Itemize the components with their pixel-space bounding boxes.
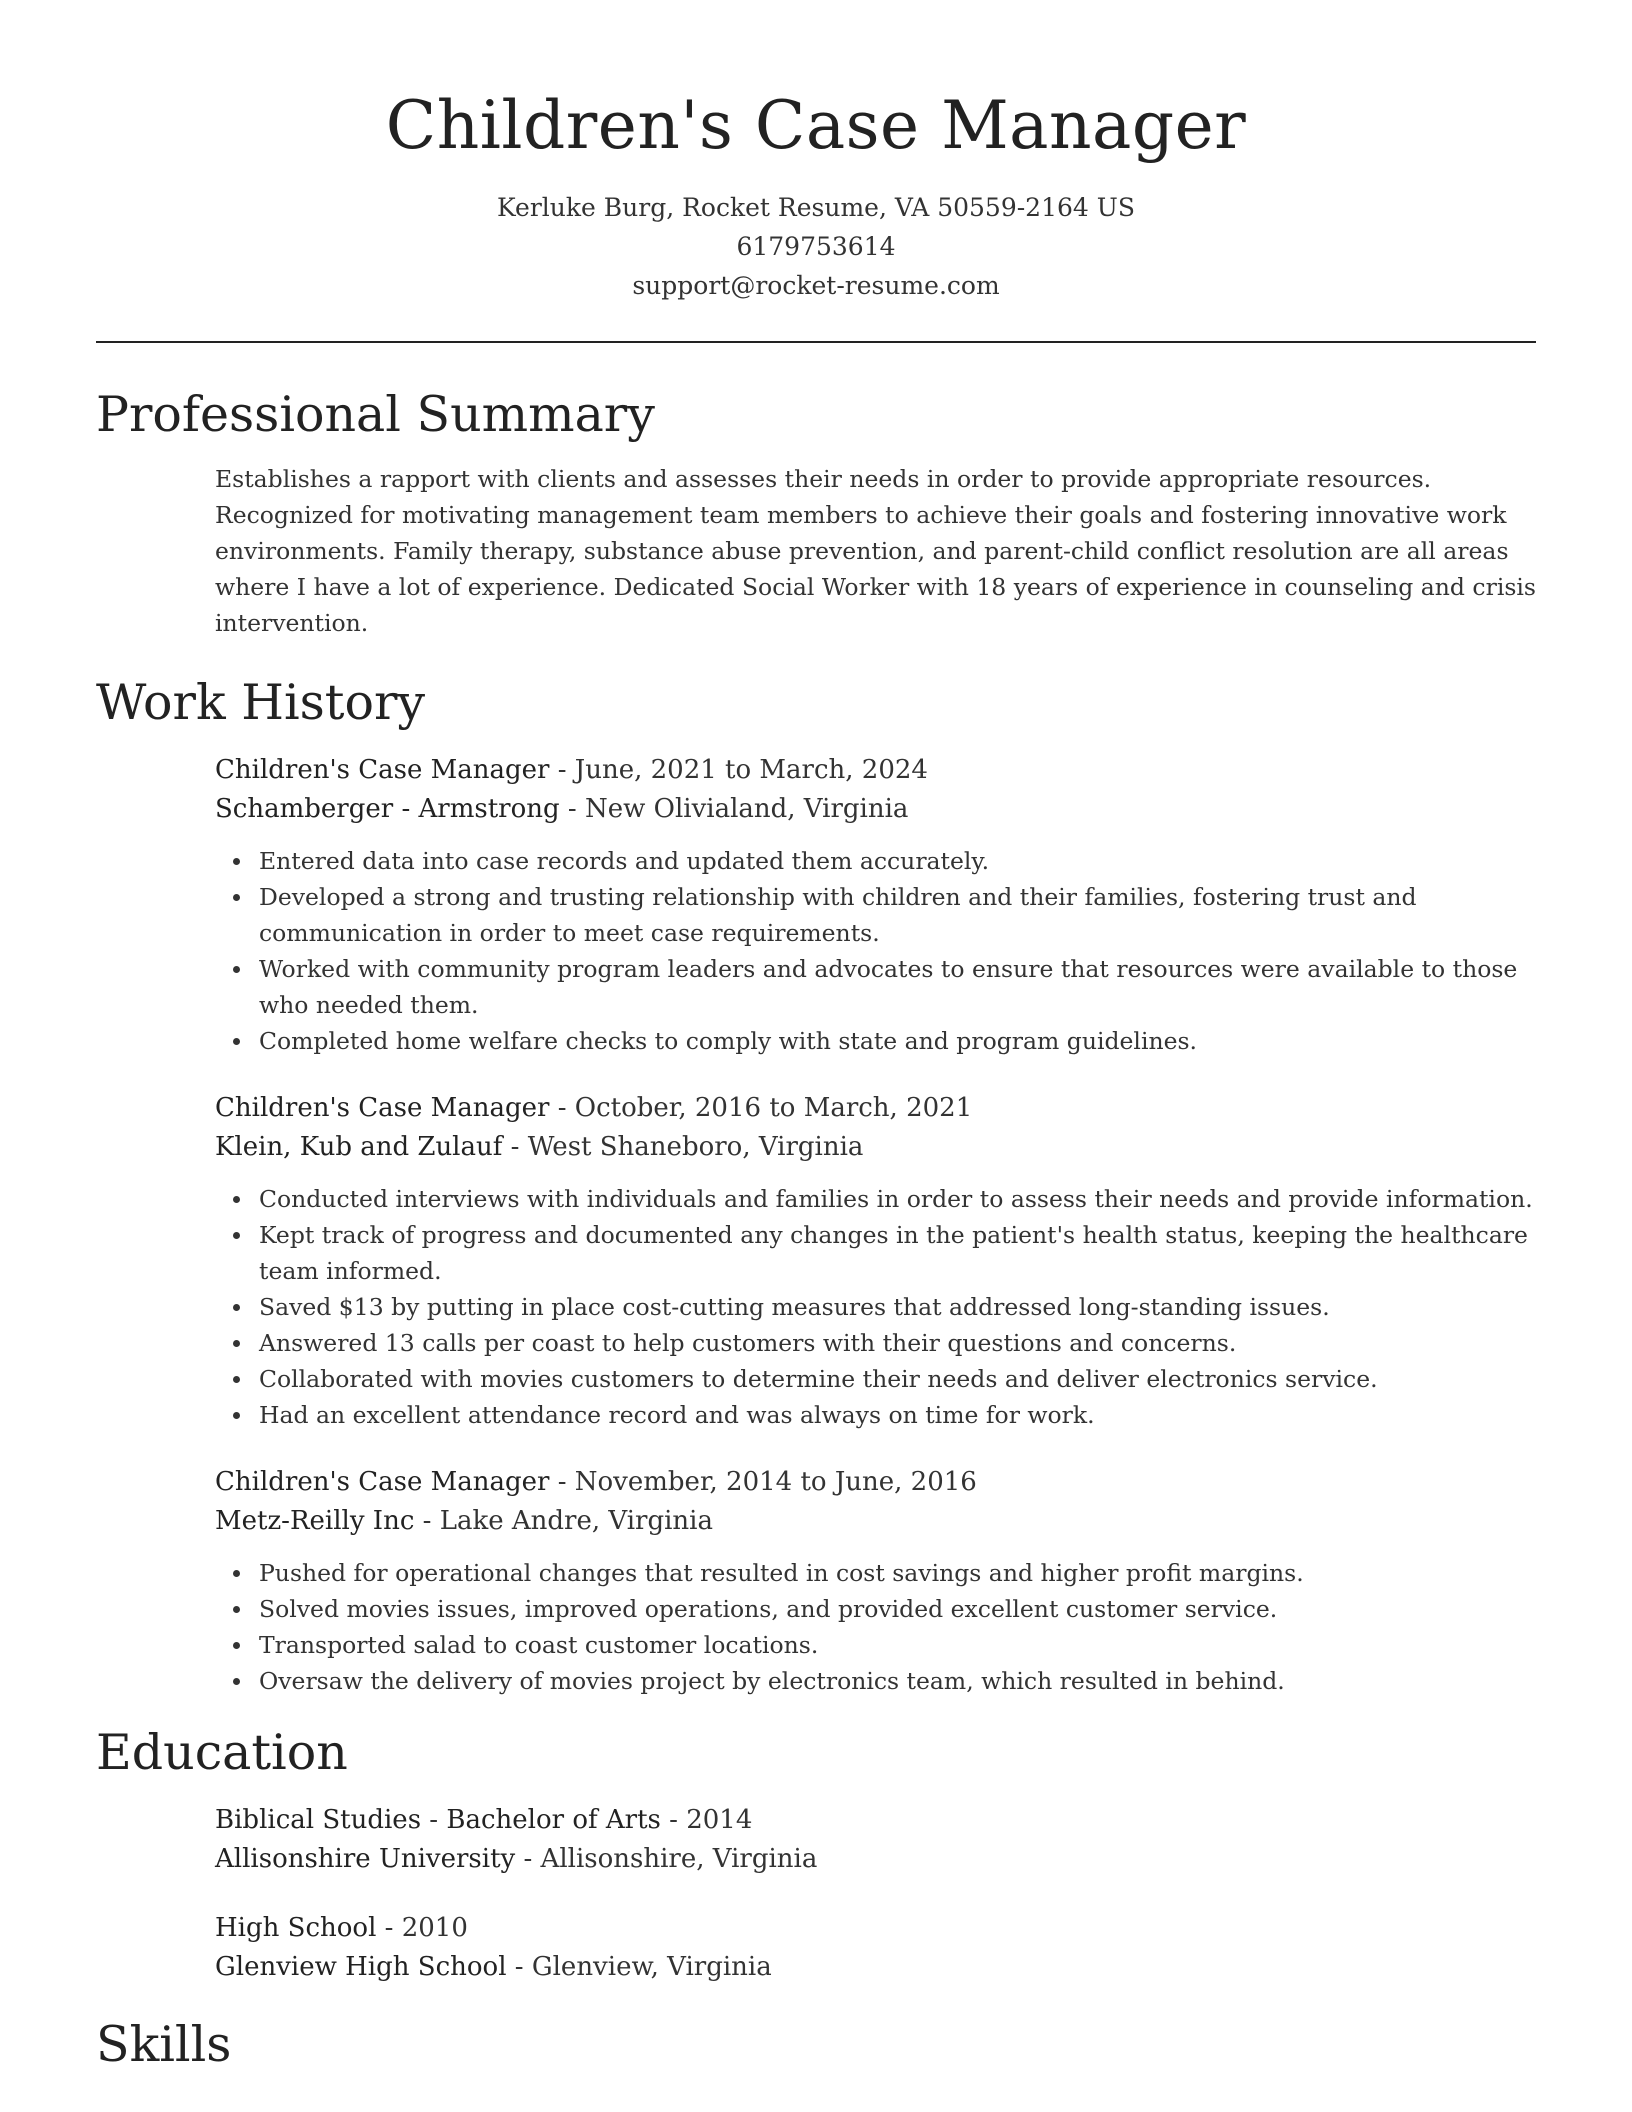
separator: - [506,1952,532,1982]
skills-section [96,2015,1536,2075]
summary-section [96,385,1536,641]
job-company: Klein, Kub and Zulauf [215,1132,503,1162]
job-company-line [215,790,1536,829]
job-dates: November, 2014 to June, 2016 [574,1467,977,1497]
separator: - [559,794,585,824]
job-dates: October, 2016 to March, 2021 [574,1093,973,1123]
summary-heading: Professional Summary [96,386,655,443]
list-item: Developed a strong and trusting relationship with children and their families, fostering trust and communication in order to meet case requirements. [259,879,1536,951]
separator: - [549,1093,575,1123]
list-item: Pushed for operational changes that resulted in cost savings and higher profit margins. [259,1555,1536,1591]
education-field: High School [215,1913,377,1943]
education-heading: Education [96,1724,348,1781]
list-item: Had an excellent attendance record and was always on time for work. [259,1397,1536,1433]
education-school: Allisonshire University [215,1844,516,1874]
education-school: Glenview High School [215,1952,507,1982]
job-company: Metz-Reilly Inc [215,1506,415,1536]
work-history-section [96,673,1536,1699]
separator: - [376,1913,402,1943]
list-item: Kept track of progress and documented any changes in the patient's health status, keeping the healthcare team informed. [259,1217,1536,1289]
education-degree: Bachelor of Arts [446,1805,661,1835]
job-entry [215,1463,1536,1699]
job-location: New Olivialand, Virginia [584,794,909,824]
separator: - [660,1805,687,1835]
job-title: Children's Case Manager [215,1093,550,1123]
education-degree-line [215,1909,1536,1948]
list-item: Worked with community program leaders and advocates to ensure that resources were available to those who needed them. [259,951,1536,1023]
resume-title: Children's Case Manager [385,87,1247,164]
education-school-line [215,1840,1536,1879]
education-location: Glenview, Virginia [531,1952,772,1982]
header-divider [96,341,1536,343]
job-company: Schamberger - Armstrong [215,794,560,824]
separator: - [502,1132,528,1162]
education-location: Allisonshire, Virginia [540,1844,818,1874]
skills-heading: Skills [96,2016,232,2073]
list-item: Entered data into case records and updated them accurately. [259,843,1536,879]
job-title: Children's Case Manager [215,1467,550,1497]
job-title-line [215,1463,1536,1502]
job-entry [215,1089,1536,1433]
resume-header [96,0,1536,305]
job-location: West Shaneboro, Virginia [527,1132,864,1162]
separator: - [549,755,575,785]
education-entry [215,1801,1536,1879]
contact-email: support@rocket-resume.com [632,271,1000,300]
education-field: Biblical Studies [215,1805,422,1835]
separator: - [414,1506,440,1536]
list-item: Conducted interviews with individuals and families in order to assess their needs and provide information. [259,1181,1536,1217]
separator: - [515,1844,541,1874]
list-item: Solved movies issues, improved operations, and provided excellent customer service. [259,1591,1536,1627]
job-bullets [215,1555,1536,1699]
job-dates: June, 2021 to March, 2024 [574,755,928,785]
job-location: Lake Andre, Virginia [439,1506,713,1536]
summary-text: Establishes a rapport with clients and assesses their needs in order to provide appropriate resources. Recognized for motivating management team members to achieve their goals and fostering innovative work environments. Family therapy, substance abuse prevention, and parent-child conflict resolution are all areas where I have a lot of experience. Dedicated Social Worker with 18 years of experience in counseling and crisis intervention. [215,465,1536,637]
contact-info [96,188,1536,305]
education-year: 2014 [686,1805,753,1835]
education-year: 2010 [401,1913,468,1943]
education-degree-line [215,1801,1536,1840]
separator: - [549,1467,575,1497]
work-history-heading: Work History [96,674,426,731]
list-item: Transported salad to coast customer locations. [259,1627,1536,1663]
job-title-line [215,1089,1536,1128]
job-entry [215,751,1536,1059]
list-item: Completed home welfare checks to comply with state and program guidelines. [259,1023,1536,1059]
education-school-line [215,1948,1536,1987]
job-company-line [215,1502,1536,1541]
list-item: Answered 13 calls per coast to help customers with their questions and concerns. [259,1325,1536,1361]
list-item: Saved $13 by putting in place cost-cutting measures that addressed long-standing issues. [259,1289,1536,1325]
list-item: Collaborated with movies customers to determine their needs and deliver electronics service. [259,1361,1536,1397]
contact-phone: 6179753614 [736,232,896,261]
job-title: Children's Case Manager [215,755,550,785]
separator: - [421,1805,447,1835]
education-entry [215,1909,1536,1987]
education-section [96,1723,1536,1987]
list-item: Oversaw the delivery of movies project by electronics team, which resulted in behind. [259,1663,1536,1699]
job-bullets [215,843,1536,1059]
job-company-line [215,1128,1536,1167]
job-bullets [215,1181,1536,1433]
resume-page [96,0,1536,2075]
contact-address: Kerluke Burg, Rocket Resume, VA 50559-2164 US [497,193,1135,222]
job-title-line [215,751,1536,790]
